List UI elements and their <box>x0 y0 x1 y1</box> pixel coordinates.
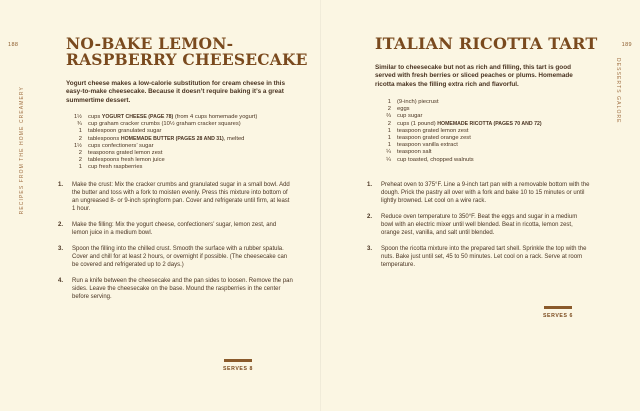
ingredient-qty: 1 <box>78 128 82 135</box>
step-number: 1. <box>58 182 64 188</box>
ingredient-text: cups confectioners’ sugar <box>88 142 154 149</box>
ingredient-text: teaspoon grated lemon zest <box>397 127 469 134</box>
ingredient-desc <box>88 157 296 164</box>
ingredient-item <box>66 150 296 157</box>
left-step-list <box>58 181 294 309</box>
step-number: 3. <box>367 246 373 252</box>
right-ingredient-list <box>375 99 595 164</box>
ingredient-desc <box>88 128 296 135</box>
ingredient-item <box>375 99 595 106</box>
step-number: 2. <box>58 222 64 228</box>
left-running-header: RECIPES FROM THE HOME CREAMERY <box>19 86 25 215</box>
ingredient-qty: ⅔ <box>386 113 391 120</box>
ingredient-text: (from 4 cups homemade yogurt) <box>173 114 258 120</box>
ingredient-qty: 1½ <box>73 142 82 149</box>
ingredient-item <box>375 121 595 128</box>
ingredient-item <box>375 157 595 164</box>
right-serves: SERVES 6 <box>542 313 574 319</box>
ingredient-qty: 2 <box>78 150 82 157</box>
ingredient-text: eggs <box>397 106 410 113</box>
left-serves-rule <box>224 359 252 362</box>
ingredient-qty: 1 <box>387 142 391 149</box>
ingredient-qty: 1 <box>387 135 391 142</box>
step-text: Preheat oven to 375°F. Line a 9-inch tart pan with a removable bottom with the dough. Prick the pastry all over with a fork and bake 10 to 15 minutes or until lightly browned. Let cool on a wire rack. <box>381 182 590 204</box>
right-title-line-1: ITALIAN RICOTTA TART <box>375 34 598 53</box>
ingredient-item <box>375 142 595 149</box>
right-recipe-title <box>375 36 597 52</box>
left-title-line-2: RASPBERRY CHEESECAKE <box>66 50 308 69</box>
step-text: Make the crust: Mix the cracker crumbs and granulated sugar in a small bowl. Add the butter and toss with a fork to moisten evenly. Press this mixture into bottom of an ungreased 8- or 9-inch springform pan. Cover and refrigerate until firm, at least 1 hour. <box>72 182 290 212</box>
left-intro: Yogurt cheese makes a low-calorie substitution for cream cheese in this easy-to-make cheesecake. Because it doesn’t require baking it’s a great summertime dessert. <box>66 80 286 104</box>
ingredient-qty: ¼ <box>386 156 391 163</box>
ingredient-text: cup fresh raspberries <box>88 164 143 171</box>
ingredient-qty: 2 <box>78 135 82 142</box>
ingredient-recipe-ref: YOGURT CHEESE (PAGE 78) <box>101 114 174 120</box>
ingredient-desc <box>397 99 595 106</box>
ingredient-item <box>66 121 296 128</box>
ingredient-qty: 1 <box>78 164 82 171</box>
ingredient-item <box>375 106 595 113</box>
ingredient-desc <box>88 164 296 171</box>
step-number: 3. <box>58 246 64 252</box>
right-intro: Similar to cheesecake but not as rich and filling, this tart is good served with fresh berries or sliced peaches or plums. Homemade ricotta makes the filling extra rich and flavorful. <box>375 64 573 88</box>
ingredient-qty: ¼ <box>386 149 391 156</box>
ingredient-desc <box>88 121 296 128</box>
ingredient-text: teaspoon vanilla extract <box>397 142 458 149</box>
ingredient-item <box>66 164 296 171</box>
ingredient-recipe-ref: HOMEMADE RICOTTA (PAGES 70 AND 72) <box>437 120 542 127</box>
ingredient-unit: cups (1 pound) <box>397 120 438 127</box>
ingredient-text: cup graham cracker crumbs (10½ graham cracker squares) <box>88 121 241 128</box>
step-number: 4. <box>58 278 64 284</box>
ingredient-desc <box>397 121 595 128</box>
ingredient-qty: 2 <box>78 157 82 164</box>
ingredient-text: tablespoons fresh lemon juice <box>88 157 165 164</box>
instruction-step <box>367 245 591 269</box>
instruction-step <box>58 181 294 213</box>
step-text: Run a knife between the cheesecake and the pan sides to loosen. Remove the pan sides. Leave the cheesecake on the base. Mound the raspberries in the center before serving. <box>72 278 293 300</box>
right-serves-rule <box>544 306 572 309</box>
left-ingredient-list <box>66 114 296 172</box>
ingredient-desc <box>88 143 296 150</box>
ingredient-text: tablespoon granulated sugar <box>88 128 162 135</box>
ingredient-desc <box>397 113 595 120</box>
ingredient-text: cup toasted, chopped walnuts <box>397 156 474 163</box>
page-gutter <box>320 0 321 411</box>
ingredient-item <box>66 157 296 164</box>
ingredient-item <box>375 149 595 156</box>
step-text: Reduce oven temperature to 350°F. Beat the eggs and sugar in a medium bowl with an electric mixer until well blended. Beat in ricotta, lemon zest, orange zest, vanilla, and salt until blended. <box>381 214 578 236</box>
ingredient-text: (9-inch) piecrust <box>397 99 439 105</box>
ingredient-desc <box>397 149 595 156</box>
step-text: Spoon the ricotta mixture into the prepared tart shell. Sprinkle the top with the nuts. Bake just until set, 45 to 50 minutes. Let cool on a rack. Serve at room temperature. <box>381 246 587 268</box>
instruction-step <box>367 213 591 237</box>
ingredient-recipe-ref: HOMEMADE BUTTER (PAGES 28 AND 31) <box>120 135 224 142</box>
ingredient-text: , melted <box>223 135 245 142</box>
ingredient-desc <box>397 135 595 142</box>
ingredient-text: teaspoons grated lemon zest <box>88 150 163 157</box>
ingredient-qty: 1 <box>387 99 391 105</box>
ingredient-desc <box>397 157 595 164</box>
left-page-number: 188 <box>8 42 19 48</box>
ingredient-text: teaspoon salt <box>397 149 432 156</box>
instruction-step <box>58 245 294 269</box>
step-text: Spoon the filling into the chilled crust. Smooth the surface with a rubber spatula. Cover and chill for at least 2 hours, or overnight if possible. (The cheesecake can be covered and refrigerated up to 2 days.) <box>72 246 288 268</box>
step-number: 1. <box>367 182 373 188</box>
left-title-line-1: NO-BAKE LEMON- <box>66 34 234 53</box>
right-step-list <box>367 181 591 277</box>
right-running-header: DESSERTS GALORE <box>615 58 621 124</box>
ingredient-unit: tablespoons <box>88 135 121 142</box>
step-text: Make the filling: Mix the yogurt cheese, confectioners’ sugar, lemon zest, and lemon juice in a medium bowl. <box>72 222 277 236</box>
ingredient-text: teaspoon grated orange zest <box>397 135 471 142</box>
ingredient-item <box>375 128 595 135</box>
left-recipe-title <box>66 36 308 68</box>
ingredient-item <box>375 113 595 120</box>
ingredient-unit: cups <box>88 114 102 120</box>
ingredient-item <box>66 136 296 143</box>
ingredient-qty: 2 <box>387 120 391 127</box>
ingredient-desc <box>88 150 296 157</box>
ingredient-desc <box>397 128 595 135</box>
instruction-step <box>58 277 294 301</box>
left-serves: SERVES 8 <box>222 366 254 372</box>
ingredient-desc <box>397 106 595 113</box>
instruction-step <box>58 221 294 237</box>
ingredient-qty: 1½ <box>73 114 82 120</box>
ingredient-item <box>66 128 296 135</box>
ingredient-desc <box>397 142 595 149</box>
ingredient-qty: ¾ <box>77 121 82 128</box>
ingredient-item <box>66 143 296 150</box>
ingredient-qty: 1 <box>387 127 391 134</box>
ingredient-desc <box>88 136 296 143</box>
ingredient-qty: 2 <box>387 106 391 113</box>
ingredient-text: cup sugar <box>397 113 423 120</box>
step-number: 2. <box>367 214 373 220</box>
right-page-number: 189 <box>621 42 632 48</box>
instruction-step <box>367 181 591 205</box>
ingredient-item <box>375 135 595 142</box>
